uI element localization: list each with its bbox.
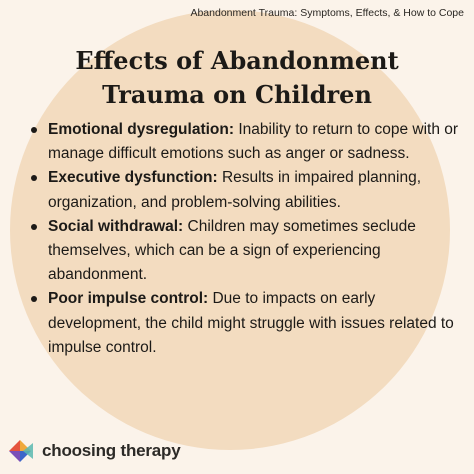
bullet-icon [31,127,37,133]
effect-description: Children may sometimes seclude themselves, which can be a sign of experiencing abandonment. [48,217,416,284]
list-item [30,215,464,288]
effect-description: Due to impacts on early development, the child might struggle with issues related to impulse control. [48,290,454,356]
effect-term: Social withdrawal: [48,217,188,235]
article-title: Abandonment Trauma: Symptoms, Effects, & How to Cope [190,7,464,19]
effect-description: Results in impaired planning, organization, and problem-solving abilities. [48,169,422,211]
bullet-icon [31,175,37,181]
effects-list [30,118,464,360]
infographic-title [0,44,474,112]
brand-name: choosing therapy [42,441,181,460]
list-item [30,166,464,214]
effect-description: Inability to return to cope with or manage difficult emotions such as anger or sadness. [48,121,459,163]
bullet-icon [31,296,37,302]
title-line-1: Effects of Abandonment [75,46,399,75]
list-item [30,287,464,360]
bullet-icon [31,224,37,230]
effect-term: Poor impulse control: [48,290,213,308]
list-item [30,118,464,166]
effect-term: Emotional dysregulation: [48,121,239,138]
choosing-therapy-logo-icon [6,438,36,464]
effect-term: Executive dysfunction: [48,169,222,187]
title-line-2: Trauma on Children [102,80,372,109]
brand-logo[interactable] [6,438,181,464]
